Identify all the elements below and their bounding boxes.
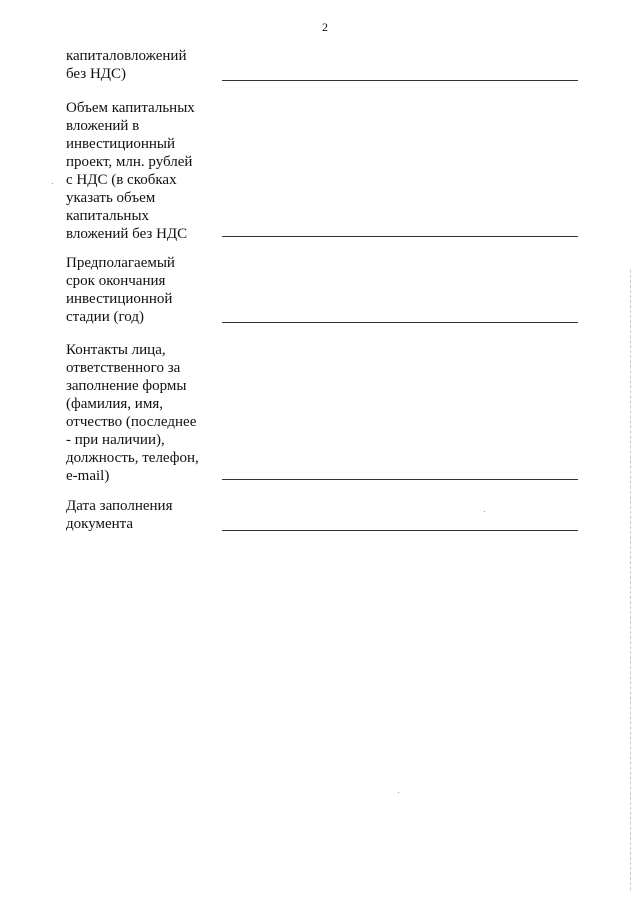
scan-edge bbox=[630, 270, 632, 890]
field-label-capital-investments-continued: капиталовложений без НДС) bbox=[66, 48, 187, 82]
field-label-capital-investment-volume: Объем капитальных вложений в инвестиционный проект, млн. рублей с НДС (в скобках указать объем капитальных вложений без НДС bbox=[66, 100, 195, 242]
fill-line-contact-person[interactable] bbox=[222, 479, 578, 480]
fill-line-capital-investment-volume[interactable] bbox=[222, 236, 578, 237]
scan-speck bbox=[52, 183, 53, 184]
fill-line-investment-stage-end[interactable] bbox=[222, 322, 578, 323]
scan-speck bbox=[484, 511, 485, 512]
fill-line-fill-date[interactable] bbox=[222, 530, 578, 531]
field-label-investment-stage-end: Предполагаемый срок окончания инвестиционной стадии (год) bbox=[66, 255, 175, 325]
fill-line-capital-investments-continued[interactable] bbox=[222, 80, 578, 81]
field-label-contact-person: Контакты лица, ответственного за заполнение формы (фамилия, имя, отчество (последнее - при наличии), должность, телефон, e-mail) bbox=[66, 342, 199, 484]
field-label-fill-date: Дата заполнения документа bbox=[66, 498, 173, 532]
scan-speck bbox=[398, 792, 399, 793]
page-number: 2 bbox=[322, 20, 328, 34]
